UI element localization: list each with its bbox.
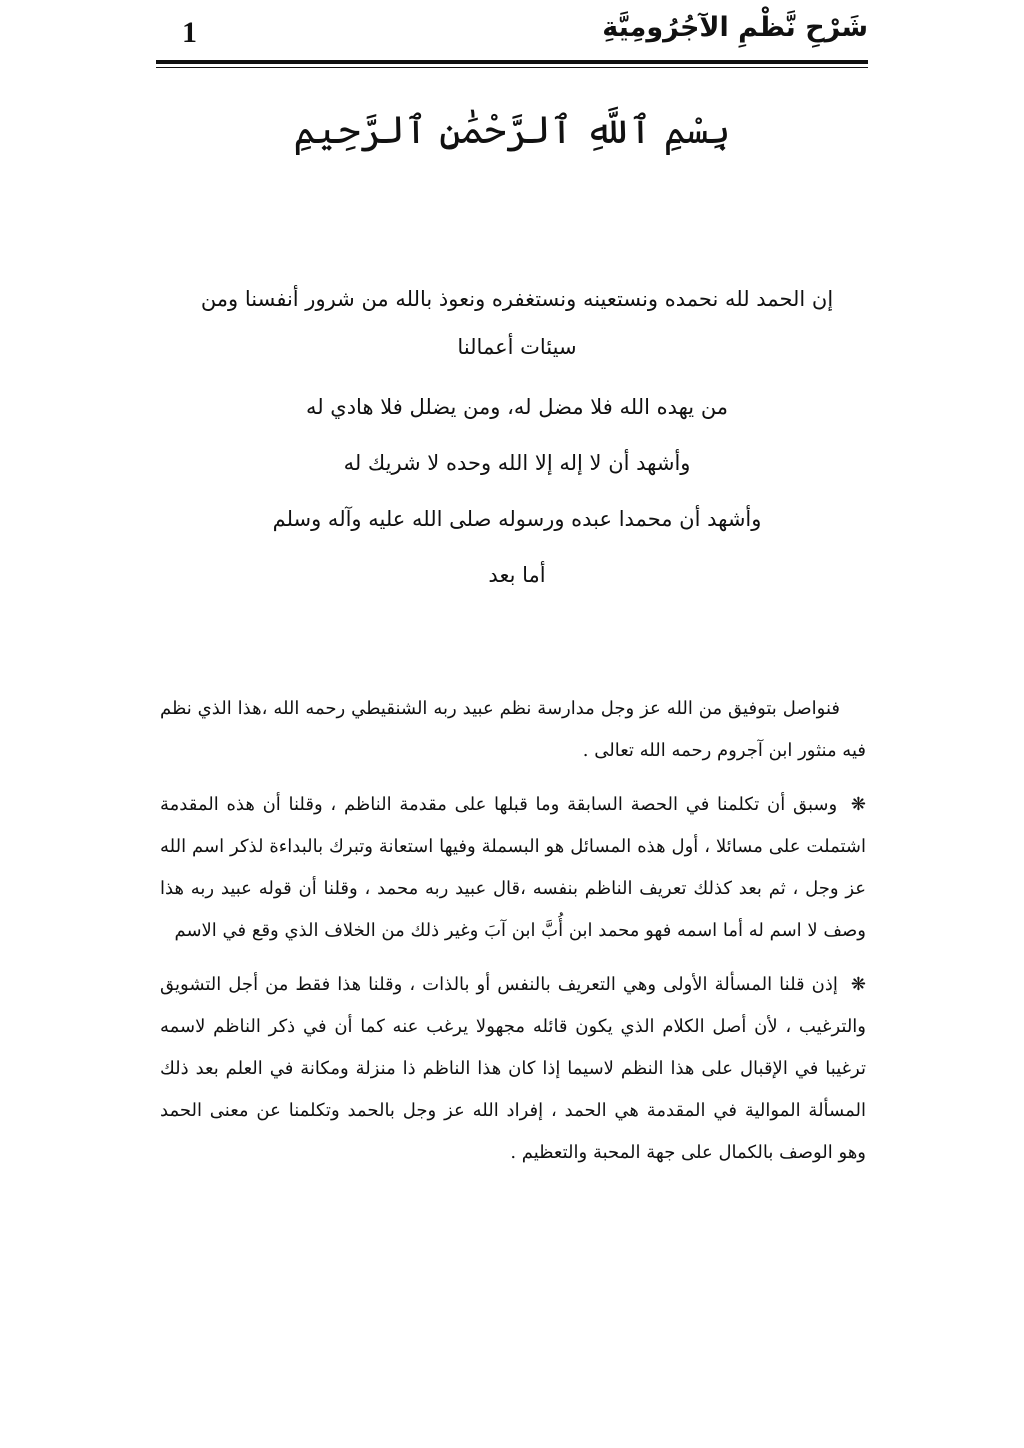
star-bullet-icon: ❋	[850, 974, 866, 995]
body-text	[160, 688, 866, 1186]
intro-line-3: وأشهد أن لا إله إلا الله وحده لا شريك له	[343, 451, 691, 475]
paragraph-3	[160, 964, 866, 1174]
intro-line-5: أما بعد	[488, 563, 546, 587]
paragraph-2	[160, 784, 866, 952]
book-title: شَرْحِ نَّظْمِ الآجُرُومِيَّةِ	[602, 12, 868, 43]
intro-line-1: إن الحمد لله نحمده ونستعينه ونستغفره ونعوذ بالله من شرور أنفسنا ومن سيئات أعمالنا	[200, 287, 834, 359]
paragraph-1	[160, 688, 866, 772]
paragraph-2-text: وسبق أن تكلمنا في الحصة السابقة وما قبلها على مقدمة الناظم ، وقلنا أن هذه المقدمة اشتملت على مسائلا ، أول هذه المسائل هو البسملة وفيها استعانة وتبرك بالبداءة لذكر اسم الله عز وجل ، ثم بعد كذلك تعريف الناظم بنفسه ،قال عبيد ربه محمد ، وقلنا أن قوله عبيد ربه هذا وصف لا اسم له أما اسمه فهو محمد ابن أُبَّ ابن آبَ وغير ذلك من الخلاف الذي وقع في الاسم	[160, 794, 866, 941]
page-number: 1	[182, 16, 197, 49]
star-bullet-icon: ❋	[850, 794, 866, 815]
header-rule-thick	[156, 60, 868, 64]
paragraph-1-text: فنواصل بتوفيق من الله عز وجل مدارسة نظم عبيد ربه الشنقيطي رحمه الله ،هذا الذي نظم فيه منثور ابن آجروم رحمه الله تعالى .	[160, 698, 866, 761]
paragraph-3-text: إذن قلنا المسألة الأولى وهي التعريف بالنفس أو بالذات ، وقلنا هذا فقط من أجل التشويق والترغيب ، لأن أصل الكلام الذي يكون قائله مجهولا يرغب عنه كما أن في ذكر الناظم لاسمه ترغيبا في الإقبال على هذا النظم لاسيما إذا كان هذا الناظم ذا منزلة ومكانة في العلم بعد ذلك المسألة الموالية في المقدمة هي الحمد ، إفراد الله عز وجل بالحمد وتكلمنا عن معنى الحمد وهو الوصف بالكمال على جهة المحبة والتعظيم .	[160, 974, 866, 1163]
basmala: بِسْمِ ٱللَّهِ ٱلرَّحْمَٰنِ ٱلرَّحِيمِ	[293, 108, 731, 152]
intro-line-4: وأشهد أن محمدا عبده ورسوله صلى الله عليه وآله وسلم	[272, 507, 762, 531]
intro-section	[170, 275, 864, 603]
header-rule-thin	[156, 67, 868, 68]
intro-line-2: من يهده الله فلا مضل له، ومن يضلل فلا هادي له	[305, 395, 729, 419]
